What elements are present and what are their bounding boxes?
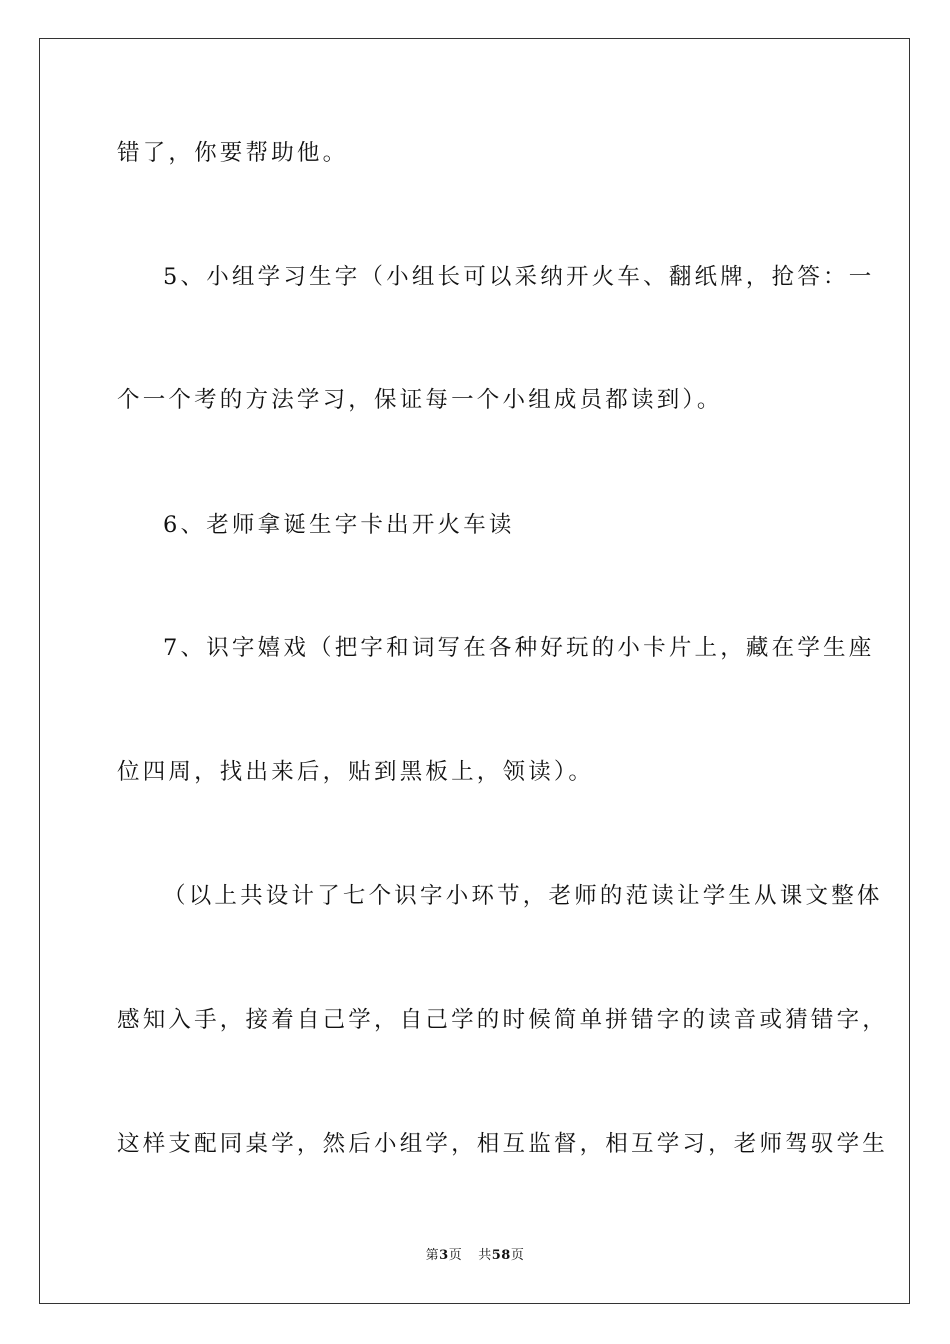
page-suffix: 页	[448, 1248, 463, 1263]
total-suffix: 页	[510, 1248, 525, 1263]
page-number: 3	[439, 1248, 449, 1263]
paragraph-line: 个一个考的方法学习，保证每一个小组成员都读到）。	[117, 387, 723, 413]
paragraph-line: 错了，你要帮助他。	[117, 140, 349, 166]
paragraph-line: （以上共设计了七个识字小环节，老师的范读让学生从课文整体	[163, 883, 883, 909]
page-prefix: 第	[425, 1248, 440, 1263]
page-footer	[0, 1247, 950, 1265]
total-prefix: 共	[478, 1248, 492, 1263]
paragraph-line: 6、老师拿诞生字卡出开火车读	[163, 512, 515, 538]
paragraph-line: 这样支配同桌学，然后小组学，相互监督，相互学习，老师驾驭学生	[117, 1131, 889, 1157]
paragraph-line: 感知入手，接着自己学，自己学的时候简单拼错字的读音或猜错字，	[117, 1007, 889, 1033]
page-border	[39, 38, 910, 1304]
paragraph-line: 7、识字嬉戏（把字和词写在各种好玩的小卡片上，藏在学生座	[163, 635, 875, 661]
paragraph-line: 5、小组学习生字（小组长可以采纳开火车、翻纸牌，抢答：一	[163, 264, 875, 290]
paragraph-line: 位四周，找出来后，贴到黑板上，领读）。	[117, 759, 595, 785]
total-pages: 58	[491, 1248, 511, 1263]
